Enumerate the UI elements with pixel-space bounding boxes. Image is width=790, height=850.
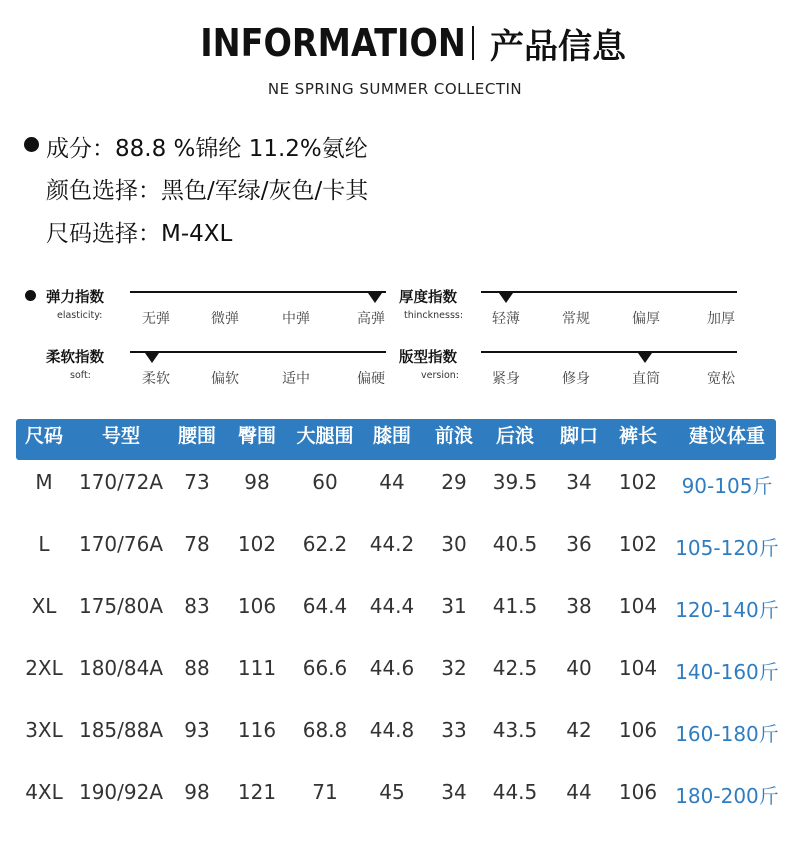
table-cell: 104 [618,594,658,618]
table-header-cell: 尺码 [24,425,63,447]
table-header-cell: 大腿围 [296,425,354,447]
table-cell: 106 [237,594,277,618]
table-cell: 40 [566,656,592,680]
table-cell: 44.4 [369,594,415,618]
thickness-option: 偏厚 [632,311,660,327]
table-cell: 40.5 [492,532,538,556]
elasticity-option: 无弹 [142,311,170,327]
table-cell: 102 [237,532,277,556]
table-cell: 44.8 [369,718,415,742]
table-cell: 62.2 [302,532,348,556]
table-cell: 33 [441,718,467,742]
table-cell: 93 [184,718,210,742]
table-header-cell: 号型 [101,425,140,447]
table-cell: 111 [237,656,277,680]
table-header-cell: 臀围 [237,425,276,447]
table-cell: 83 [184,594,210,618]
table-cell: 34 [441,780,467,804]
version-label: 版型指数 [399,350,457,366]
weight-cell: 160-180斤 [675,722,779,746]
softness-sublabel: soft: [70,370,91,381]
table-cell: 180/84A [78,656,164,680]
table-cell: 170/76A [78,532,164,556]
table-cell: 190/92A [78,780,164,804]
table-cell: 104 [618,656,658,680]
collection-subtitle: NE SPRING SUMMER COLLECTIN [267,80,523,98]
table-cell: 42 [566,718,592,742]
title-divider [472,26,474,60]
softness-label: 柔软指数 [46,350,104,366]
table-cell: 66.6 [302,656,348,680]
table-cell: 44.2 [369,532,415,556]
table-cell: 60 [312,470,338,494]
composition-text: 成分：88.8 %锦纶 11.2%氨纶 [46,136,368,162]
table-cell: 71 [312,780,338,804]
elasticity-marker-icon [368,293,382,303]
table-cell: 29 [441,470,467,494]
thickness-label: 厚度指数 [399,290,457,306]
table-cell: 78 [184,532,210,556]
table-cell: 68.8 [302,718,348,742]
table-cell: 98 [184,780,210,804]
table-cell: 44.6 [369,656,415,680]
thickness-sublabel: thincknesss: [404,310,464,321]
weight-cell: 105-120斤 [675,536,779,560]
weight-cell: 120-140斤 [675,598,779,622]
weight-cell: 90-105斤 [681,474,773,498]
thickness-option: 轻薄 [492,311,520,327]
table-cell: 36 [566,532,592,556]
elasticity-option: 中弹 [282,311,310,327]
thickness-option: 常规 [562,311,590,327]
version-scale-line [481,351,737,353]
weight-cell: 140-160斤 [675,660,779,684]
version-option: 宽松 [707,371,735,387]
table-cell: 102 [618,470,658,494]
elasticity-label: 弹力指数 [46,290,104,306]
softness-scale-line [130,351,386,353]
table-cell: 34 [566,470,592,494]
table-cell: 175/80A [78,594,164,618]
table-cell: 121 [237,780,277,804]
table-cell: 44 [379,470,405,494]
table-cell: 45 [379,780,405,804]
table-cell: 88 [184,656,210,680]
table-cell: 39.5 [492,470,538,494]
table-cell: 102 [618,532,658,556]
elasticity-option: 微弹 [211,311,239,327]
title-chinese: 产品信息 [489,26,626,67]
elasticity-scale-line [130,291,386,293]
version-option: 紧身 [492,371,520,387]
table-header-cell: 腰围 [177,425,216,447]
table-cell: 106 [618,780,658,804]
table-cell: 185/88A [78,718,164,742]
thickness-option: 加厚 [707,311,735,327]
bullet-icon [24,137,39,152]
table-header-cell: 裤长 [618,425,657,447]
version-marker-icon [638,353,652,363]
bullet-icon [25,290,36,301]
table-cell: 32 [441,656,467,680]
softness-option: 偏硬 [357,371,385,387]
size-cell: 4XL [25,780,63,804]
table-header-cell: 前浪 [434,425,473,447]
table-cell: 44.5 [492,780,538,804]
table-header-cell: 膝围 [372,425,411,447]
page-title [0,18,790,68]
table-cell: 38 [566,594,592,618]
elasticity-option: 高弹 [357,311,385,327]
table-cell: 73 [184,470,210,494]
version-option: 修身 [562,371,590,387]
table-cell: 31 [441,594,467,618]
softness-option: 柔软 [142,371,170,387]
table-header-cell: 后浪 [495,425,534,447]
thickness-scale-line [481,291,737,293]
table-cell: 43.5 [492,718,538,742]
elasticity-sublabel: elasticity: [57,310,103,321]
size-cell: L [38,532,50,556]
size-cell: 2XL [25,656,63,680]
table-cell: 98 [244,470,270,494]
table-cell: 170/72A [78,470,164,494]
size-cell: 3XL [25,718,63,742]
title-english: INFORMATION [200,21,466,65]
softness-marker-icon [145,353,159,363]
thickness-marker-icon [499,293,513,303]
color-options-text: 颜色选择：黑色/军绿/灰色/卡其 [46,178,369,204]
softness-option: 偏软 [211,371,239,387]
version-option: 直筒 [632,371,660,387]
table-header-cell: 脚口 [559,425,598,447]
table-cell: 30 [441,532,467,556]
version-sublabel: version: [421,370,459,381]
size-cell: M [35,470,53,494]
softness-option: 适中 [282,371,310,387]
table-cell: 116 [237,718,277,742]
table-cell: 42.5 [492,656,538,680]
weight-cell: 180-200斤 [675,784,779,808]
table-cell: 41.5 [492,594,538,618]
size-cell: XL [31,594,57,618]
size-range-text: 尺码选择：M-4XL [46,221,233,247]
table-header-cell: 建议体重 [688,425,765,447]
table-cell: 64.4 [302,594,348,618]
table-cell: 106 [618,718,658,742]
table-cell: 44 [566,780,592,804]
